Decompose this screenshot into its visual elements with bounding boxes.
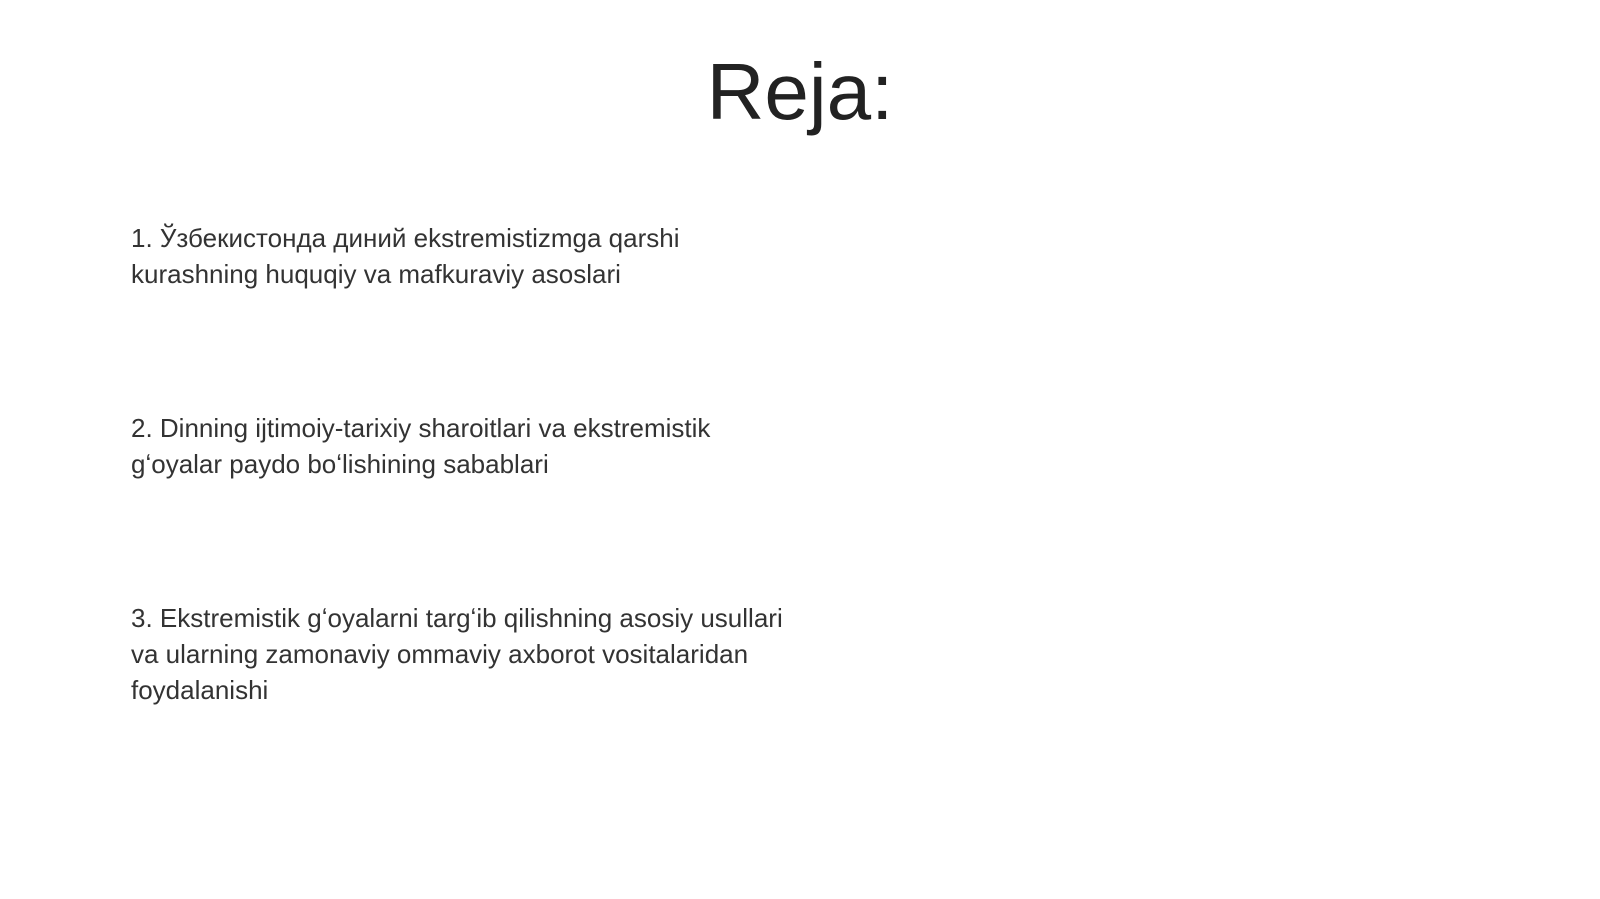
plan-item-2 — [131, 410, 851, 482]
plan-item-3-line-1: 3. Ekstremistik gʻoyalarni targʻib qilishning asosiy usullari — [131, 603, 783, 633]
plan-item-2-line-2: gʻoyalar paydo boʻlishining sabablari — [131, 449, 549, 479]
plan-item-1 — [131, 220, 851, 292]
plan-item-1-line-1: 1. Ўзбекистонда диний ekstremistizmga qarshi — [131, 223, 680, 253]
plan-item-3-line-3: foydalanishi — [131, 675, 269, 705]
plan-item-2-line-1: 2. Dinning ijtimoiy-tarixiy sharoitlari va ekstremistik — [131, 413, 711, 443]
plan-item-3 — [131, 600, 851, 708]
plan-item-3-line-2: va ularning zamonaviy ommaviy axborot vositalaridan — [131, 639, 749, 669]
slide-title: Reja: — [706, 47, 894, 136]
plan-item-1-line-2: kurashning huquqiy va mafkuraviy asoslari — [131, 259, 621, 289]
